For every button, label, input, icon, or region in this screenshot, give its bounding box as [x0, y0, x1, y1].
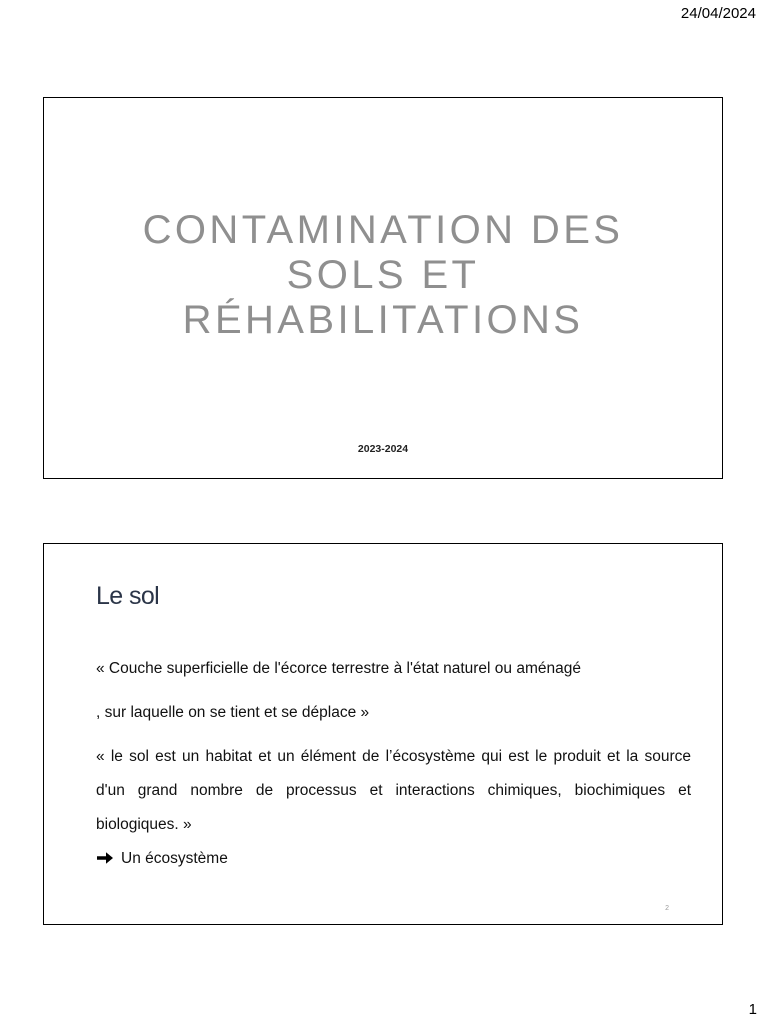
title-line: SOLS ET	[286, 253, 480, 297]
page-number: 1	[748, 1001, 757, 1018]
slide-content	[43, 543, 723, 925]
slide-body	[96, 652, 691, 876]
definition-paragraph: « Couche superficielle de l'écorce terrestre à l'état naturel ou aménagé	[96, 660, 581, 677]
slide-heading: Le sol	[96, 582, 160, 610]
academic-year: 2023-2024	[357, 443, 409, 455]
conclusion-line	[96, 842, 691, 876]
definition-paragraph: , sur laquelle on se tient et se déplace »	[96, 704, 370, 721]
conclusion-text: Un écosystème	[121, 850, 228, 867]
title-line: CONTAMINATION DES	[142, 208, 624, 252]
definition-paragraph: « le sol est un habitat et un élément de l’écosystème qui est le produit et la source d'un grand nombre de processus et interactions chimiques, biochimiques et biologiques. »	[96, 748, 691, 833]
right-arrow-icon	[96, 851, 114, 865]
slide-number: 2	[665, 905, 669, 912]
page-date: 24/04/2024	[680, 5, 756, 22]
presentation-title	[44, 208, 722, 343]
title-line: RÉHABILITATIONS	[182, 298, 584, 342]
slide-title	[43, 97, 723, 479]
